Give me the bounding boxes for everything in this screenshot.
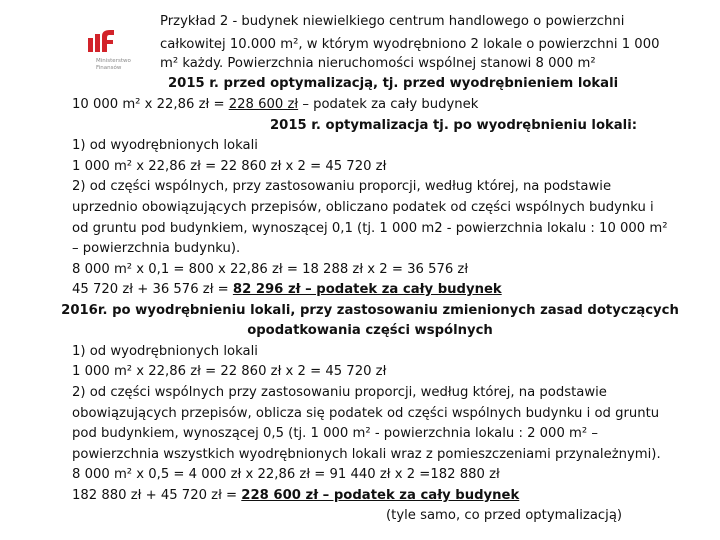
text-line: 2) od części wspólnych przy zastosowaniu proporcji, według której, na podstawie [72,385,607,400]
text-line: 1 000 m² x 22,86 zł = 22 860 zł x 2 = 45 720 zł [72,159,387,174]
tax-optimized-calc: 45 720 zł + 36 576 zł = [72,282,233,297]
ministry-logo-mark-icon [88,30,114,52]
text-line: 8 000 m² x 0,1 = 800 x 22,86 zł = 18 288 zł x 2 = 36 576 zł [72,262,469,277]
section-optimization-title: 2015 r. optymalizacja tj. po wyodrębnieniu lokali: [270,118,637,133]
tax-before-amount: 228 600 zł [228,97,299,112]
tax-optimized-amount: 82 296 zł – podatek za cały budynek [232,282,502,297]
text-line: pod budynkiem, wynoszącej 0,5 (tj. 1 000 m² - powierzchnia lokalu : 2 000 m² – [72,426,598,441]
text-line: od gruntu pod budynkiem, wynoszącej 0,1 (tj. 1 000 m2 - powierzchnia lokalu : 10 000 m² [72,221,668,236]
tax-2016-amount: 228 600 zł – podatek za cały budynek [241,488,520,503]
text-line: 1 000 m² x 22,86 zł = 22 860 zł x 2 = 45 720 zł [72,364,387,379]
ministry-logo-text [96,58,131,72]
text-line: – powierzchnia budynku). [72,241,241,256]
section-before-title: 2015 r. przed optymalizacją, tj. przed wyodrębnieniem lokali [168,76,619,91]
text-line: 1) od wyodrębnionych lokali [72,138,258,153]
closing-note: (tyle samo, co przed optymalizacją) [386,508,623,523]
logo-line-2: Finansów [96,65,122,71]
heading-line-1: Przykład 2 - budynek niewielkiego centrum handlowego o powierzchni [160,14,625,29]
tax-before-calc: 10 000 m² x 22,86 zł = [72,97,229,112]
ministry-logo [82,20,152,80]
heading-line-3: m² każdy. Powierzchnia nieruchomości wspólnej stanowi 8 000 m² [160,56,596,71]
text-line: 2) od części wspólnych, przy zastosowaniu proporcji, według której, na podstawie [72,179,612,194]
heading-line-2: całkowitej 10.000 m², w którym wyodrębniono 2 lokale o powierzchni 1 000 [160,37,660,52]
text-line: 1) od wyodrębnionych lokali [72,344,258,359]
tax-before-line [72,95,478,115]
section-2016-title-1: 2016r. po wyodrębnieniu lokali, przy zastosowaniu zmienionych zasad dotyczących [61,303,679,318]
text-line: powierzchnia wszystkich wyodrębnionych lokali wraz z pomieszczeniami przynależnymi). [72,447,661,462]
section-2016-title-2: opodatkowania części wspólnych [247,323,493,338]
text-line: obowiązujących przepisów, oblicza się podatek od części wspólnych budynku i od gruntu [72,406,660,421]
tax-before-label: – podatek za cały budynek [298,97,479,112]
logo-line-1: Ministerstwo [96,58,131,64]
tax-optimized-line [72,280,502,300]
text-line: 8 000 m² x 0,5 = 4 000 zł x 22,86 zł = 91 440 zł x 2 =182 880 zł [72,467,500,482]
text-line: uprzednio obowiązujących przepisów, obliczano podatek od części wspólnych budynku i [72,200,654,215]
tax-2016-line [72,486,519,506]
tax-2016-calc: 182 880 zł + 45 720 zł = [72,488,242,503]
